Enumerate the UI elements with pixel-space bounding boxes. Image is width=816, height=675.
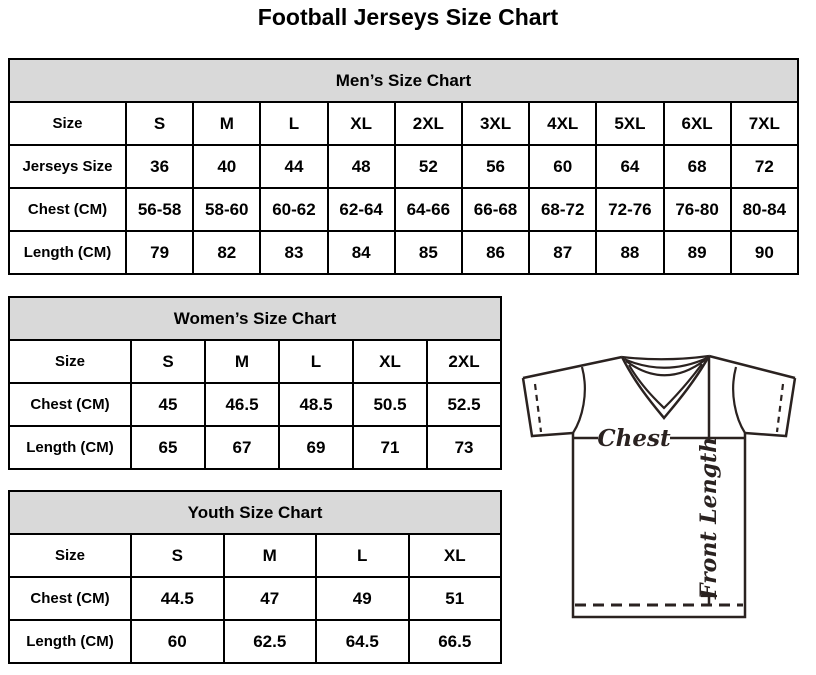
- value-cell: 72: [731, 145, 798, 188]
- value-cell: 56: [462, 145, 529, 188]
- value-cell: 85: [395, 231, 462, 274]
- value-cell: 4XL: [529, 102, 596, 145]
- table-header-row: [9, 491, 501, 534]
- value-cell: 3XL: [462, 102, 529, 145]
- value-cell: M: [205, 340, 279, 383]
- left-shoulder-line: [523, 357, 622, 378]
- value-cell: 90: [731, 231, 798, 274]
- value-cell: 45: [131, 383, 205, 426]
- value-cell: 68-72: [529, 188, 596, 231]
- table-header-row: [9, 59, 798, 102]
- value-cell: 36: [126, 145, 193, 188]
- table-row: [9, 188, 798, 231]
- row-label: Size: [9, 102, 126, 145]
- value-cell: L: [316, 534, 409, 577]
- value-cell: 79: [126, 231, 193, 274]
- row-label: Chest (CM): [9, 188, 126, 231]
- youth-size-chart-table: [8, 490, 502, 664]
- jersey-measurement-diagram: [512, 335, 812, 645]
- row-label: Length (CM): [9, 231, 126, 274]
- value-cell: 86: [462, 231, 529, 274]
- value-cell: 87: [529, 231, 596, 274]
- value-cell: 58-60: [193, 188, 260, 231]
- value-cell: 48: [328, 145, 395, 188]
- value-cell: 7XL: [731, 102, 798, 145]
- front-length-label: Front Length: [696, 436, 722, 600]
- value-cell: 49: [316, 577, 409, 620]
- value-cell: 76-80: [664, 188, 731, 231]
- right-sleeve-outline: [745, 378, 795, 436]
- row-label: Length (CM): [9, 426, 131, 469]
- womens-size-chart-table: [8, 296, 502, 470]
- value-cell: 62-64: [328, 188, 395, 231]
- value-cell: 73: [427, 426, 501, 469]
- table-row: [9, 620, 501, 663]
- value-cell: 64-66: [395, 188, 462, 231]
- value-cell: 62.5: [224, 620, 317, 663]
- value-cell: 64.5: [316, 620, 409, 663]
- table-row: [9, 577, 501, 620]
- table-title: Men’s Size Chart: [9, 59, 798, 102]
- value-cell: L: [260, 102, 327, 145]
- value-cell: 47: [224, 577, 317, 620]
- value-cell: 80-84: [731, 188, 798, 231]
- value-cell: 69: [279, 426, 353, 469]
- value-cell: XL: [353, 340, 427, 383]
- table-title: Women’s Size Chart: [9, 297, 501, 340]
- row-label: Chest (CM): [9, 383, 131, 426]
- value-cell: 68: [664, 145, 731, 188]
- value-cell: 60-62: [260, 188, 327, 231]
- left-sleeve-outline: [523, 378, 573, 436]
- table-row: [9, 340, 501, 383]
- table-title: Youth Size Chart: [9, 491, 501, 534]
- table-row: [9, 231, 798, 274]
- value-cell: 48.5: [279, 383, 353, 426]
- value-cell: S: [131, 340, 205, 383]
- right-armhole-seam: [733, 367, 745, 433]
- value-cell: 71: [353, 426, 427, 469]
- value-cell: 72-76: [596, 188, 663, 231]
- value-cell: 44.5: [131, 577, 224, 620]
- right-sleeve-dashed-seam: [777, 384, 783, 432]
- table-row: [9, 534, 501, 577]
- value-cell: 52.5: [427, 383, 501, 426]
- value-cell: 51: [409, 577, 502, 620]
- table-row: [9, 426, 501, 469]
- value-cell: 82: [193, 231, 260, 274]
- value-cell: 44: [260, 145, 327, 188]
- value-cell: 46.5: [205, 383, 279, 426]
- value-cell: M: [224, 534, 317, 577]
- page-title: Football Jerseys Size Chart: [257, 4, 559, 30]
- left-armhole-seam: [573, 367, 585, 433]
- table-row: [9, 145, 798, 188]
- left-sleeve-dashed-seam: [535, 384, 541, 432]
- value-cell: M: [193, 102, 260, 145]
- value-cell: S: [131, 534, 224, 577]
- right-shoulder-line: [709, 356, 795, 378]
- value-cell: 6XL: [664, 102, 731, 145]
- chest-label: Chest: [597, 425, 671, 452]
- value-cell: 56-58: [126, 188, 193, 231]
- value-cell: 50.5: [353, 383, 427, 426]
- value-cell: 60: [131, 620, 224, 663]
- value-cell: S: [126, 102, 193, 145]
- value-cell: 52: [395, 145, 462, 188]
- row-label: Size: [9, 534, 131, 577]
- row-label: Size: [9, 340, 131, 383]
- table-row: [9, 102, 798, 145]
- value-cell: 66.5: [409, 620, 502, 663]
- row-label: Jerseys Size: [9, 145, 126, 188]
- value-cell: 40: [193, 145, 260, 188]
- value-cell: 5XL: [596, 102, 663, 145]
- value-cell: 66-68: [462, 188, 529, 231]
- value-cell: 84: [328, 231, 395, 274]
- value-cell: 67: [205, 426, 279, 469]
- value-cell: XL: [328, 102, 395, 145]
- row-label: Chest (CM): [9, 577, 131, 620]
- table-header-row: [9, 297, 501, 340]
- value-cell: 88: [596, 231, 663, 274]
- jersey-diagram-svg: [512, 335, 812, 645]
- table-row: [9, 383, 501, 426]
- row-label: Length (CM): [9, 620, 131, 663]
- value-cell: 2XL: [427, 340, 501, 383]
- mens-size-chart-table: [8, 58, 799, 275]
- value-cell: 83: [260, 231, 327, 274]
- collar-top-edge: [622, 356, 709, 359]
- value-cell: XL: [409, 534, 502, 577]
- value-cell: 89: [664, 231, 731, 274]
- value-cell: 2XL: [395, 102, 462, 145]
- value-cell: 60: [529, 145, 596, 188]
- value-cell: 65: [131, 426, 205, 469]
- value-cell: L: [279, 340, 353, 383]
- value-cell: 64: [596, 145, 663, 188]
